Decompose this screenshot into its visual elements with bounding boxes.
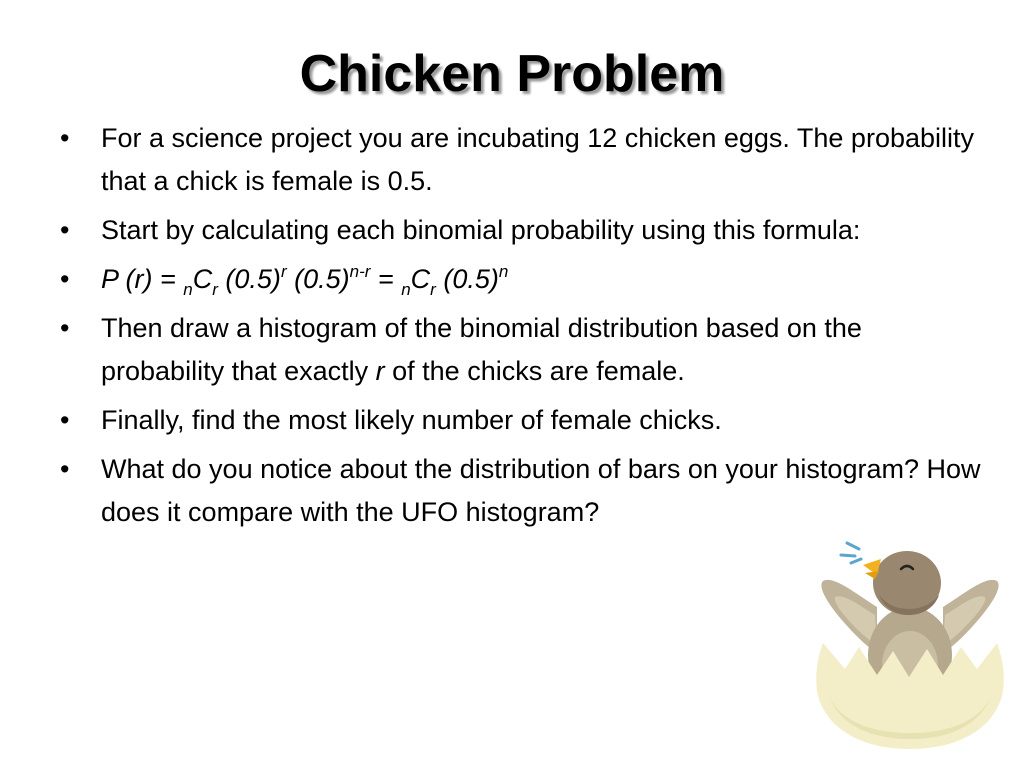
bullet-text: of the chicks are female. — [384, 356, 685, 386]
bullet-list — [56, 117, 986, 540]
formula-combination-c: C — [410, 264, 431, 294]
sparkle-icon — [841, 543, 861, 563]
formula-half-term: (0.5) — [286, 264, 350, 294]
bullet-text: For a science project you are incubating 12 chicken eggs. The probability that a chick is female is 0.5. — [101, 123, 975, 196]
bullet-text: Then draw a histogram of the binomial distribution based on the probability that exactly — [101, 313, 862, 386]
bullet-text: What do you notice about the distribution of bars on your histogram? How does it compare with the UFO histogram? — [101, 454, 981, 527]
formula-combination-c: C — [192, 264, 213, 294]
formula-equals: = — [370, 264, 402, 294]
bullet-calculate-probability — [56, 209, 986, 252]
formula-p-of-r: P (r) — [101, 264, 153, 294]
bullet-marker: • — [60, 454, 70, 484]
formula-equals: = — [152, 264, 184, 294]
bullet-draw-histogram — [56, 307, 986, 393]
bullet-text: Finally, find the most likely number of female chicks. — [101, 405, 722, 435]
bullet-most-likely — [56, 399, 986, 442]
formula-subscript-r: r — [212, 280, 218, 299]
bullet-marker: • — [60, 313, 70, 343]
binomial-formula — [101, 262, 509, 299]
bullet-compare-histogram — [56, 448, 986, 534]
formula-half-term: (0.5) — [435, 264, 499, 294]
bullet-incubating-eggs — [56, 117, 986, 203]
formula-subscript-r: r — [430, 280, 436, 299]
bullet-marker: • — [60, 215, 70, 245]
bullet-marker: • — [60, 405, 70, 435]
formula-subscript-n: n — [401, 280, 411, 299]
formula-exponent-n: n — [498, 262, 509, 281]
bullet-marker: • — [60, 123, 70, 153]
bullet-text: Start by calculating each binomial probability using this formula: — [101, 215, 861, 245]
formula-exponent-n-minus-r: n-r — [349, 262, 371, 281]
formula-exponent-r: r — [280, 262, 287, 281]
formula-subscript-n: n — [183, 280, 193, 299]
slide-title: Chicken Problem — [299, 45, 725, 103]
hatching-chick-icon — [815, 535, 1005, 750]
variable-r: r — [375, 356, 385, 386]
bullet-formula — [56, 258, 986, 301]
bullet-marker: • — [60, 264, 70, 294]
formula-half-term: (0.5) — [217, 264, 281, 294]
